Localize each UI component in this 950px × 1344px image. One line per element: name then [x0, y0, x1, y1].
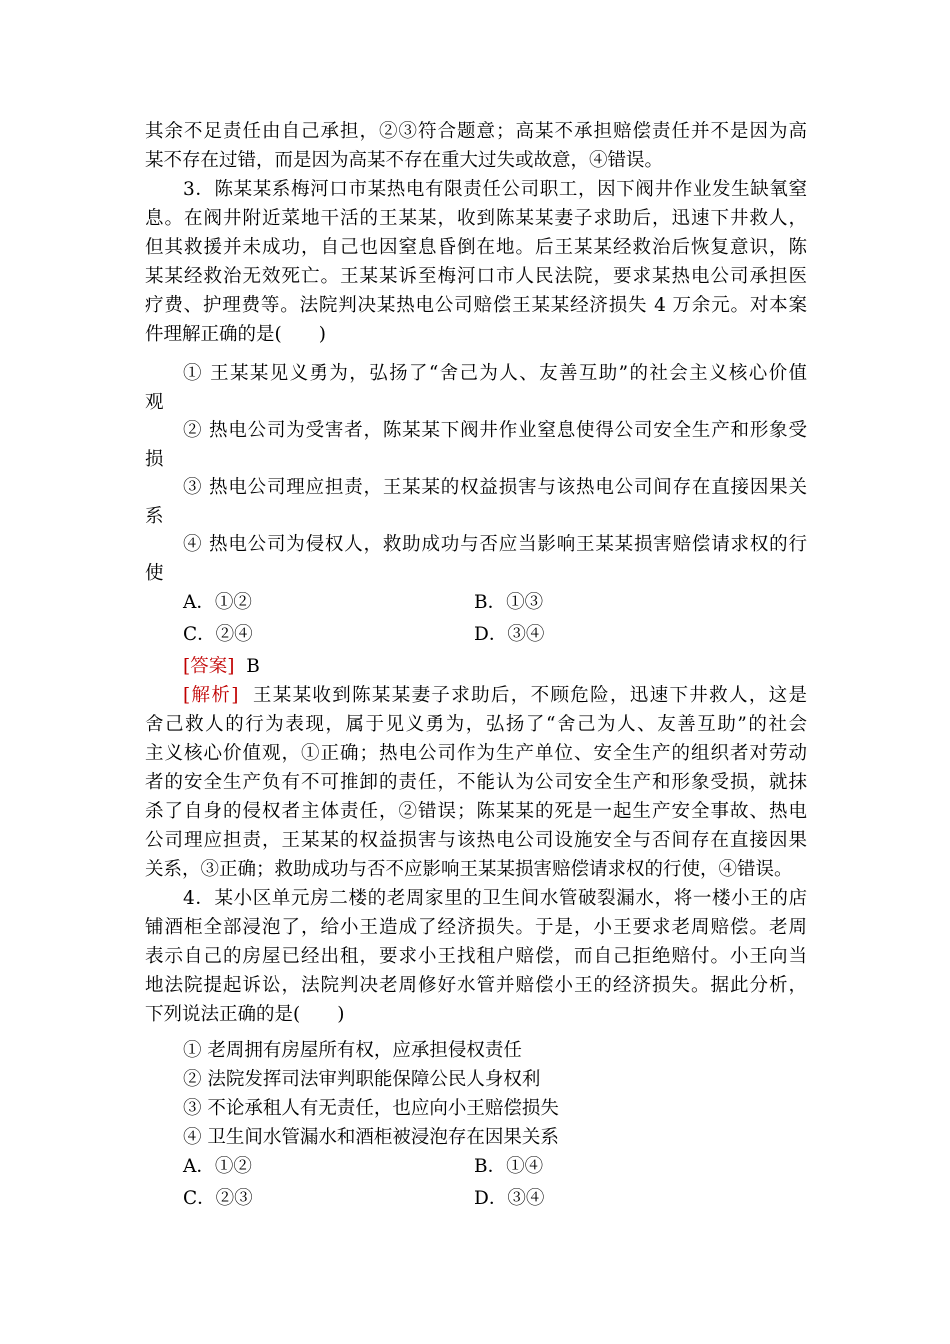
statement-1: ① 王某某见义勇为，弘扬了“舍己为人、友善互助”的社会主义核心价值	[183, 363, 807, 384]
analysis-line: 者的安全生产负有不可推卸的责任，不能认为公司安全生产和形象受损，就抹	[145, 772, 807, 793]
analysis-text: 王某某收到陈某某妻子求助后，不顾危险，迅速下井救人，这是	[252, 685, 807, 706]
analysis-line: 公司理应担责，王某某的权益损害与该热电公司设施安全与否间存在直接因果	[145, 830, 807, 851]
analysis-line	[183, 681, 807, 710]
statement-2: ② 热电公司为受害者，陈某某下阀井作业窒息使得公司安全生产和形象受	[183, 420, 807, 441]
question-4-stem: 下列说法正确的是( )	[145, 1004, 345, 1025]
statement-1: ① 老周拥有房屋所有权，应承担侵权责任	[183, 1040, 522, 1061]
question-3-stem: 某某经救治无效死亡。王某某诉至梅河口市人民法院，要求某热电公司承担医	[145, 266, 807, 287]
question-3-stem: 疗费、护理费等。法院判决某热电公司赔偿王某某经济损失 4 万余元。对本案	[145, 295, 807, 316]
analysis-tag: [解析]	[183, 685, 239, 706]
statement-4: ④ 卫生间水管漏水和酒柜被浸泡存在因果关系	[183, 1127, 559, 1148]
statement-4: 使	[145, 563, 164, 584]
question-3-stem: 息。在阀井附近菜地干活的王某某，收到陈某某妻子求助后，迅速下井救人，	[145, 208, 807, 229]
statement-3: 系	[145, 506, 164, 527]
question-4-stem: 4．某小区单元房二楼的老周家里的卫生间水管破裂漏水，将一楼小王的店	[183, 888, 807, 909]
text-line: 某不存在过错，而是因为高某不存在重大过失或故意，④错误。	[145, 150, 664, 171]
statement-3: ③ 热电公司理应担责，王某某的权益损害与该热电公司间存在直接因果关	[183, 477, 807, 498]
text-line: 其余不足责任由自己承担，②③符合题意；高某不承担赔偿责任并不是因为高	[145, 121, 807, 142]
statement-4: ④ 热电公司为侵权人，救助成功与否应当影响王某某损害赔偿请求权的行	[183, 534, 807, 555]
statement-3: ③ 不论承租人有无责任，也应向小王赔偿损失	[183, 1098, 559, 1119]
option-c: C．②④	[183, 624, 253, 645]
answer-value: B	[246, 656, 260, 677]
statement-1: 观	[145, 392, 164, 413]
option-c: C．②③	[183, 1188, 253, 1209]
statement-2: ② 法院发挥司法审判职能保障公民人身权利	[183, 1069, 541, 1090]
option-d: D．③④	[474, 1188, 545, 1209]
question-3-stem: 但其救援并未成功，自己也因窒息昏倒在地。后王某某经救治后恢复意识，陈	[145, 237, 807, 258]
option-a: A．①②	[183, 592, 252, 613]
analysis-line: 杀了自身的侵权者主体责任，②错误；陈某某的死是一起生产安全事故、热电	[145, 801, 807, 822]
question-3-stem: 3．陈某某系梅河口市某热电有限责任公司职工，因下阀井作业发生缺氧窒	[183, 179, 807, 200]
option-d: D．③④	[474, 624, 545, 645]
answer-line	[183, 652, 260, 681]
statement-2: 损	[145, 449, 164, 470]
question-3-stem: 件理解正确的是( )	[145, 324, 326, 345]
analysis-line: 舍己救人的行为表现，属于见义勇为，弘扬了“舍己为人、友善互助”的社会	[145, 714, 807, 735]
question-4-stem: 铺酒柜全部浸泡了，给小王造成了经济损失。于是，小王要求老周赔偿。老周	[145, 917, 807, 938]
answer-tag: [答案]	[183, 656, 235, 677]
analysis-line: 关系，③正确；救助成功与否不应影响王某某损害赔偿请求权的行使，④错误。	[145, 859, 793, 880]
option-b: B．①③	[474, 592, 544, 613]
question-4-stem: 表示自己的房屋已经出租，要求小王找租户赔偿，而自己拒绝赔付。小王向当	[145, 946, 807, 967]
analysis-line: 主义核心价值观，①正确；热电公司作为生产单位、安全生产的组织者对劳动	[145, 743, 807, 764]
option-b: B．①④	[474, 1156, 544, 1177]
question-4-stem: 地法院提起诉讼，法院判决老周修好水管并赔偿小王的经济损失。据此分析，	[145, 975, 807, 996]
option-a: A．①②	[183, 1156, 252, 1177]
